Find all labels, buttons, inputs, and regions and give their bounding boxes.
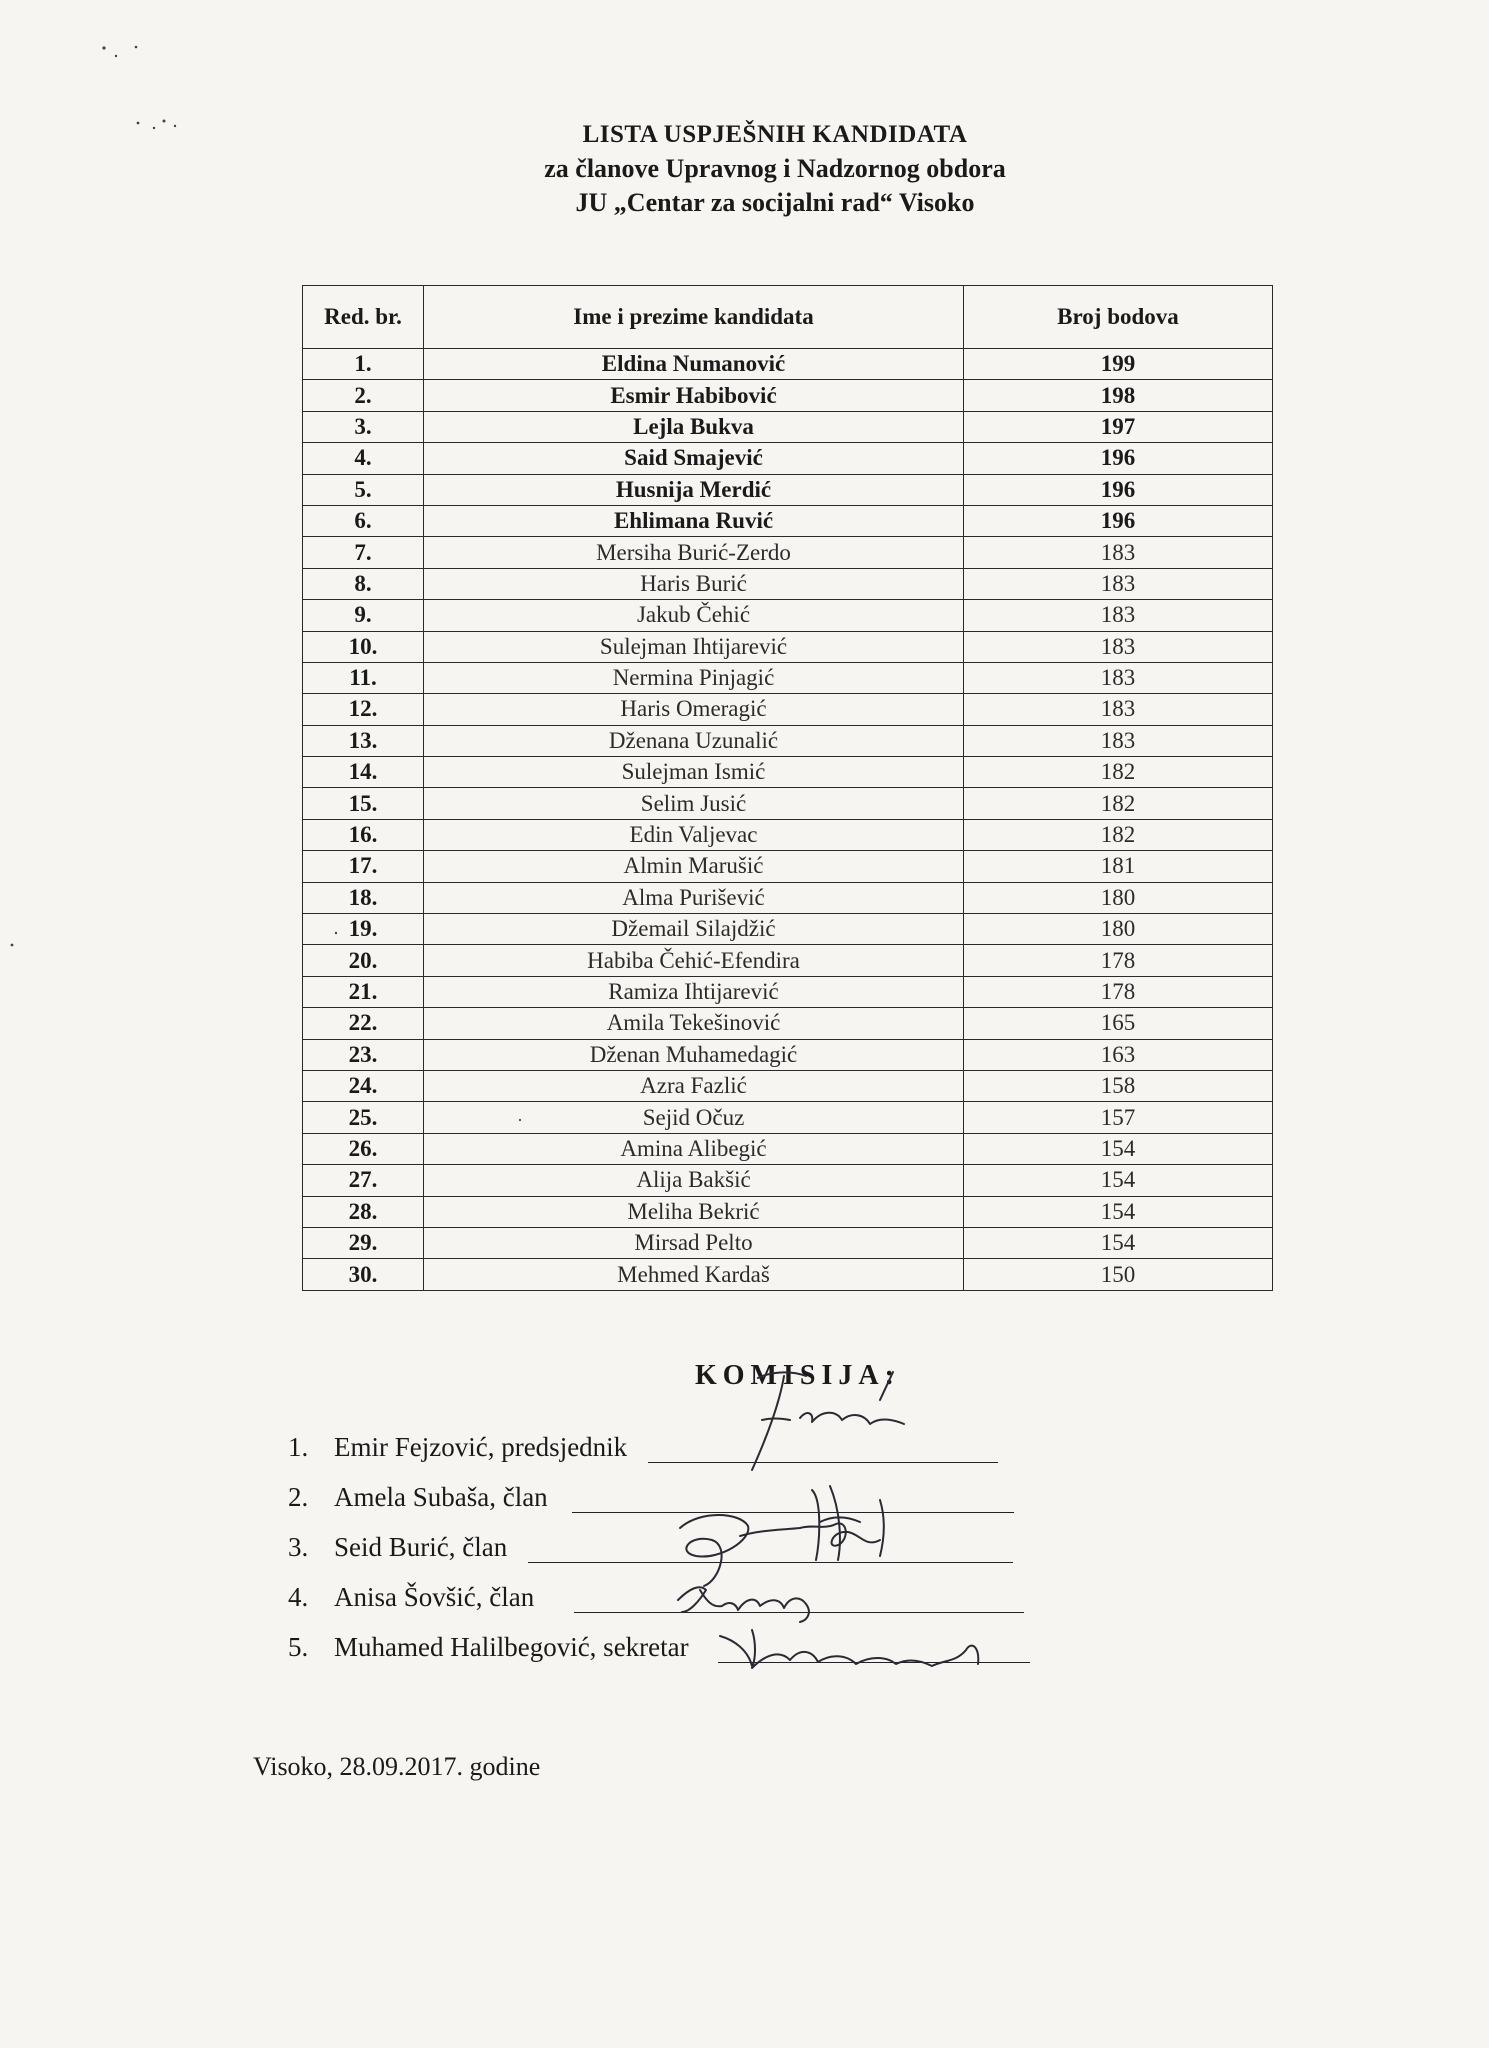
member-name: Muhamed Halilbegović, sekretar (334, 1632, 689, 1662)
points-cell: 181 (964, 851, 1273, 882)
candidate-name-cell: Selim Jusić (424, 788, 964, 819)
member-number: 4. (288, 1582, 309, 1612)
row-number-cell: 26. (303, 1133, 424, 1164)
points-cell: 178 (964, 976, 1273, 1007)
row-number-cell: 1. (303, 349, 424, 380)
candidate-name-cell: Ramiza Ihtijarević (424, 976, 964, 1007)
candidate-name-cell: Mersiha Burić-Zerdo (424, 537, 964, 568)
points-cell: 154 (964, 1165, 1273, 1196)
candidate-name-cell: Mehmed Kardaš (424, 1259, 964, 1290)
member-number: 5. (288, 1632, 309, 1662)
member-number: 2. (288, 1482, 309, 1512)
row-number-cell: 21. (303, 976, 424, 1007)
row-number-cell: 16. (303, 819, 424, 850)
row-number-cell: 2. (303, 380, 424, 411)
points-cell: 180 (964, 914, 1273, 945)
points-cell: 154 (964, 1196, 1273, 1227)
points-cell: 183 (964, 631, 1273, 662)
candidate-name-cell: Esmir Habibović (424, 380, 964, 411)
row-number-cell: 14. (303, 757, 424, 788)
row-number-cell: 17. (303, 851, 424, 882)
row-number-cell: 23. (303, 1039, 424, 1070)
candidate-name-cell: Said Smajević (424, 443, 964, 474)
member-name: Amela Subaša, član (334, 1482, 548, 1512)
points-cell: 158 (964, 1070, 1273, 1101)
candidate-name-cell: Edin Valjevac (424, 819, 964, 850)
points-cell: 165 (964, 1008, 1273, 1039)
candidate-name-cell: Haris Omeragić (424, 694, 964, 725)
row-number-cell: 5. (303, 474, 424, 505)
candidate-name-cell: Džemail Silajdžić (424, 914, 964, 945)
points-cell: 154 (964, 1133, 1273, 1164)
row-number-cell: 8. (303, 568, 424, 599)
member-number: 1. (288, 1432, 309, 1462)
candidate-name-cell: Nermina Pinjagić (424, 662, 964, 693)
points-cell: 198 (964, 380, 1273, 411)
points-cell: 183 (964, 694, 1273, 725)
column-header-name: Ime i prezime kandidata (424, 286, 964, 349)
points-cell: 183 (964, 662, 1273, 693)
member-number: 3. (288, 1532, 309, 1562)
document-date: Visoko, 28.09.2017. godine (253, 1752, 541, 1781)
points-cell: 196 (964, 474, 1273, 505)
candidate-name-cell: Habiba Čehić-Efendira (424, 945, 964, 976)
row-number-cell: 9. (303, 600, 424, 631)
points-cell: 180 (964, 882, 1273, 913)
title-line-2: za članove Upravnog i Nadzornog obdora (544, 154, 1006, 183)
title-line-1: LISTA USPJEŠNIH KANDIDATA (582, 121, 968, 148)
candidate-name-cell: Alija Bakšić (424, 1165, 964, 1196)
column-header-points: Broj bodova (964, 286, 1273, 349)
candidate-name-cell: Alma Purišević (424, 882, 964, 913)
candidate-name-cell: Lejla Bukva (424, 411, 964, 442)
points-cell: 183 (964, 568, 1273, 599)
row-number-cell: 3. (303, 411, 424, 442)
row-number-cell: 24. (303, 1070, 424, 1101)
row-number-cell: 12. (303, 694, 424, 725)
row-number-cell: 28. (303, 1196, 424, 1227)
row-number-cell: 20. (303, 945, 424, 976)
member-name: Anisa Šovšić, član (334, 1582, 535, 1612)
points-cell: 183 (964, 725, 1273, 756)
candidate-name-cell: Sulejman Ihtijarević (424, 631, 964, 662)
points-cell: 183 (964, 537, 1273, 568)
row-number-cell: 11. (303, 662, 424, 693)
row-number-cell: 10. (303, 631, 424, 662)
candidate-name-cell: Azra Fazlić (424, 1070, 964, 1101)
row-number-cell: 29. (303, 1227, 424, 1258)
points-cell: 182 (964, 819, 1273, 850)
points-cell: 154 (964, 1227, 1273, 1258)
row-number-cell: 13. (303, 725, 424, 756)
row-number-cell: 30. (303, 1259, 424, 1290)
points-cell: 182 (964, 788, 1273, 819)
points-cell: 197 (964, 411, 1273, 442)
row-number-cell: 7. (303, 537, 424, 568)
column-header-rb: Red. br. (303, 286, 424, 349)
title-line-3: JU „Centar za socijalni rad“ Visoko (575, 188, 975, 217)
row-number-cell: 4. (303, 443, 424, 474)
row-number-cell: 27. (303, 1165, 424, 1196)
candidate-name-cell: Jakub Čehić (424, 600, 964, 631)
commission-heading: KOMISIJA: (695, 1360, 900, 1391)
candidate-name-cell: Sulejman Ismić (424, 757, 964, 788)
points-cell: 182 (964, 757, 1273, 788)
row-number-cell: 19. (303, 914, 424, 945)
candidate-name-cell: Meliha Bekrić (424, 1196, 964, 1227)
candidate-name-cell: Husnija Merdić (424, 474, 964, 505)
points-cell: 196 (964, 505, 1273, 536)
candidate-name-cell: Haris Burić (424, 568, 964, 599)
candidate-name-cell: Mirsad Pelto (424, 1227, 964, 1258)
candidate-name-cell: Amina Alibegić (424, 1133, 964, 1164)
candidate-name-cell: Sejid Očuz (424, 1102, 964, 1133)
candidate-name-cell: Eldina Numanović (424, 349, 964, 380)
row-number-cell: 18. (303, 882, 424, 913)
points-cell: 196 (964, 443, 1273, 474)
candidate-name-cell: Amila Tekešinović (424, 1008, 964, 1039)
row-number-cell: 25. (303, 1102, 424, 1133)
points-cell: 150 (964, 1259, 1273, 1290)
candidate-name-cell: Dženana Uzunalić (424, 725, 964, 756)
candidate-name-cell: Ehlimana Ruvić (424, 505, 964, 536)
row-number-cell: 6. (303, 505, 424, 536)
row-number-cell: 22. (303, 1008, 424, 1039)
member-name: Seid Burić, član (334, 1532, 508, 1562)
candidate-name-cell: Almin Marušić (424, 851, 964, 882)
points-cell: 199 (964, 349, 1273, 380)
member-name: Emir Fejzović, predsjednik (334, 1432, 628, 1462)
points-cell: 163 (964, 1039, 1273, 1070)
points-cell: 183 (964, 600, 1273, 631)
row-number-cell: 15. (303, 788, 424, 819)
points-cell: 178 (964, 945, 1273, 976)
points-cell: 157 (964, 1102, 1273, 1133)
candidate-name-cell: Dženan Muhamedagić (424, 1039, 964, 1070)
